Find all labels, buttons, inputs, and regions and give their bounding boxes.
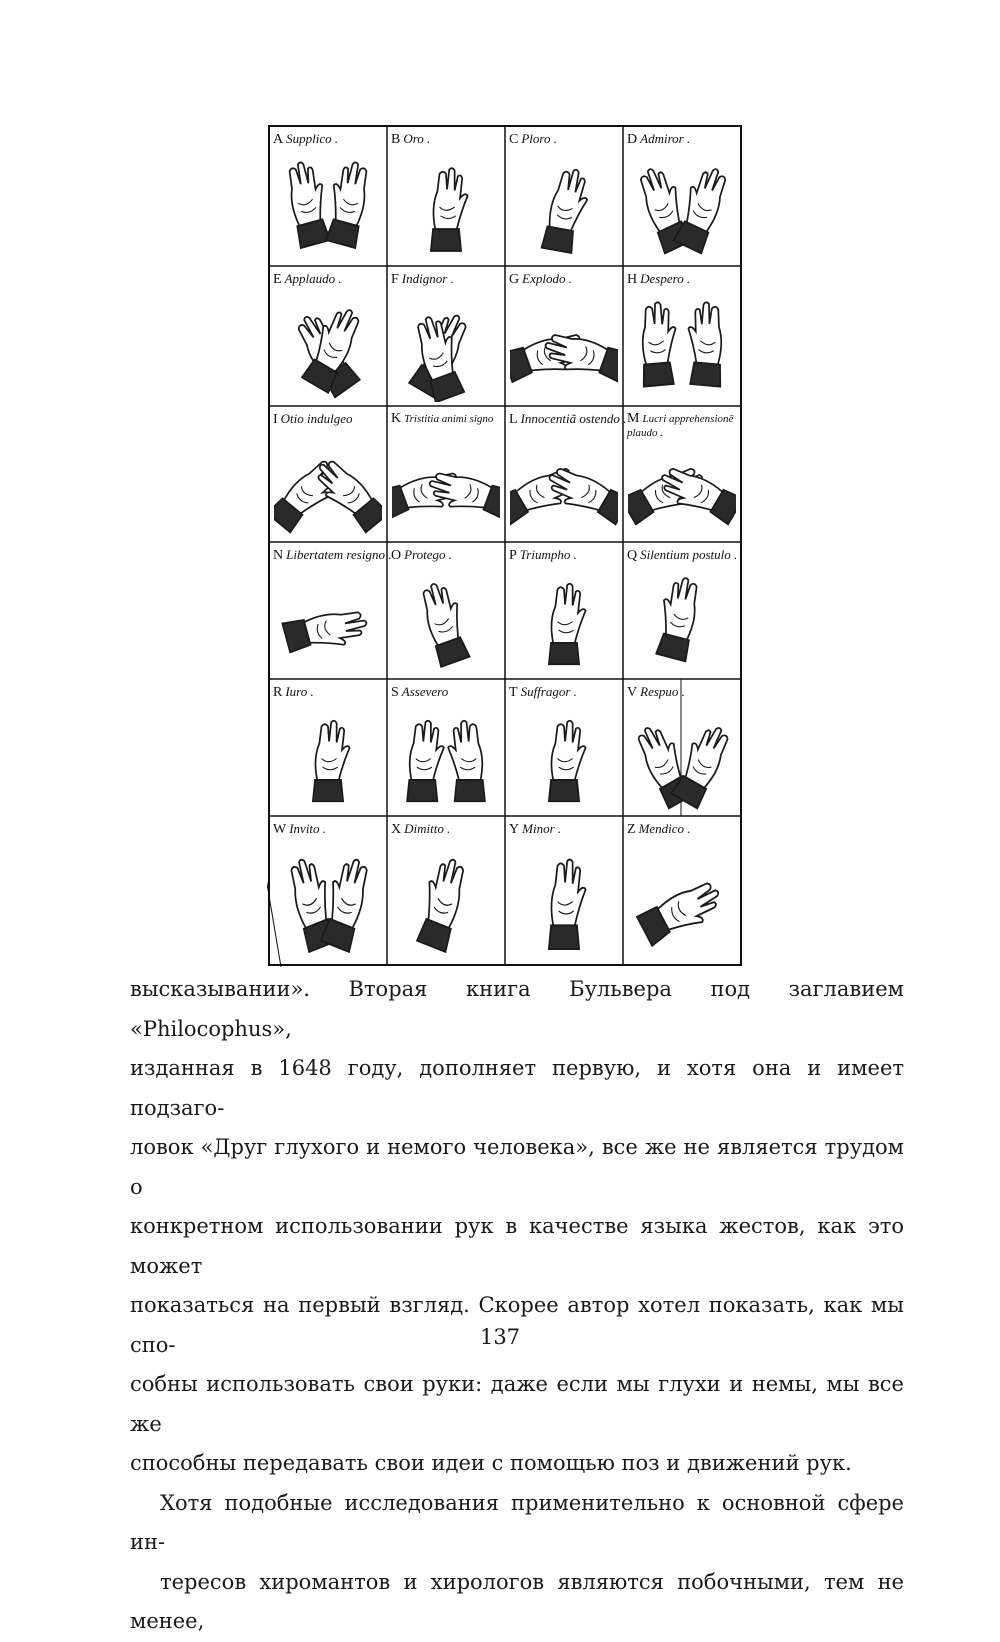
gesture-caption: [391, 132, 430, 147]
gesture-latin-caption: Despero .: [640, 271, 691, 286]
text-line: Хотя подобные исследования применительно к основной сфере ин-: [130, 1490, 904, 1554]
text-line: тересов хиромантов и хирологов являются побочными, тем не менее,: [130, 1569, 904, 1633]
gesture-caption: [273, 272, 342, 287]
gesture-letter: H: [627, 272, 638, 287]
gesture-letter: X: [391, 822, 402, 837]
gesture-caption: [273, 822, 326, 837]
text-line: высказывании». Вторая книга Бульвера под заглавием «Philocophus»,: [130, 977, 904, 1041]
gesture-latin-caption: Tristitia animi signo: [404, 413, 494, 425]
gesture-latin-caption: Lucri apprehensionē plaudo .: [627, 413, 734, 439]
hand-engraving-icon: [274, 432, 382, 538]
gesture-letter: Y: [509, 822, 520, 837]
hand-engraving-icon: [628, 432, 736, 538]
gesture-caption: [273, 132, 338, 147]
gesture-latin-caption: Supplico .: [286, 131, 339, 146]
gesture-letter: G: [509, 272, 520, 287]
hand-engraving-icon: [392, 842, 500, 961]
text-line: изданная в 1648 году, дополняет первую, и хотя она и имеет подзаго-: [130, 1056, 904, 1120]
gesture-plate-figure: [267, 124, 743, 967]
gesture-caption: [273, 685, 314, 700]
hand-engraving-icon: [628, 152, 736, 262]
hand-engraving-icon: [628, 292, 736, 402]
hand-engraving-icon: [274, 842, 382, 961]
gesture-latin-caption: Otio indulgeo: [280, 411, 353, 426]
gesture-latin-caption: Minor .: [522, 821, 562, 836]
gesture-caption: [509, 411, 627, 427]
gesture-caption: [391, 685, 448, 700]
gesture-letter: I: [273, 412, 278, 427]
hand-engraving-icon: [628, 568, 736, 675]
gesture-letter: A: [273, 132, 284, 147]
gesture-caption: [391, 548, 452, 563]
gesture-caption: [391, 272, 454, 287]
gesture-latin-caption: Suffragor .: [520, 684, 577, 699]
hand-engraving-icon: [628, 842, 736, 961]
gesture-latin-caption: Innocentiã ostendo .: [520, 411, 627, 426]
gesture-caption: [509, 548, 577, 563]
gesture-latin-caption: Invito .: [289, 821, 327, 836]
gesture-caption: [273, 412, 353, 427]
hand-engraving-icon: [510, 152, 618, 262]
gesture-latin-caption: Assevero: [401, 684, 449, 699]
gesture-letter: V: [627, 685, 638, 700]
gesture-latin-caption: Indignor .: [401, 271, 454, 286]
gesture-latin-caption: Mendico .: [638, 821, 691, 836]
hand-engraving-icon: [510, 842, 618, 961]
gesture-letter: P: [509, 548, 517, 563]
gesture-caption: [627, 548, 737, 563]
gesture-latin-caption: Silentium postulo .: [640, 547, 738, 562]
gesture-latin-caption: Dimitto .: [404, 821, 451, 836]
gesture-latin-caption: Ploro .: [521, 131, 557, 146]
hand-engraving-icon: [392, 568, 500, 675]
gesture-letter: M: [627, 411, 640, 426]
hand-engraving-icon: [510, 705, 618, 812]
gesture-letter: K: [391, 411, 402, 426]
body-text: [130, 970, 904, 1642]
gesture-latin-caption: Respuo .: [640, 684, 685, 699]
gesture-letter: Q: [627, 548, 638, 563]
gesture-caption: [627, 272, 690, 287]
gesture-letter: T: [509, 685, 518, 700]
gesture-latin-caption: Oro .: [403, 131, 431, 146]
gesture-caption: [509, 272, 572, 287]
gesture-letter: E: [273, 272, 282, 287]
gesture-letter: N: [273, 548, 284, 563]
gesture-letter: R: [273, 685, 283, 700]
hand-engraving-icon: [628, 705, 736, 812]
gesture-letter: O: [391, 548, 402, 563]
text-line: конкретном использовании рук в качестве языка жестов, как это может: [130, 1214, 904, 1278]
gesture-latin-caption: Protego .: [404, 547, 453, 562]
hand-engraving-icon: [510, 568, 618, 675]
gesture-caption: [391, 412, 493, 426]
gesture-letter: D: [627, 132, 638, 147]
gesture-caption: [509, 132, 557, 147]
hand-engraving-icon: [392, 432, 500, 538]
gesture-letter: F: [391, 272, 399, 287]
text-line: способны передавать свои идеи с помощью поз и движений рук.: [130, 1451, 852, 1475]
paragraph-1: [130, 970, 904, 1484]
hand-engraving-icon: [510, 432, 618, 538]
text-line: собны использовать свои руки: даже если мы глухи и немы, мы все же: [130, 1372, 904, 1436]
gesture-caption: [627, 685, 685, 700]
gesture-letter: W: [273, 822, 287, 837]
gesture-latin-caption: Applaudo .: [284, 271, 342, 286]
gesture-caption: [391, 822, 450, 837]
page-number: 137: [479, 1325, 521, 1349]
hand-engraving-icon: [392, 152, 500, 262]
hand-engraving-icon: [274, 152, 382, 262]
gesture-caption: [509, 822, 561, 837]
gesture-caption: [627, 822, 691, 837]
hand-engraving-icon: [274, 705, 382, 812]
gesture-letter: B: [391, 132, 401, 147]
hand-engraving-icon: [392, 705, 500, 812]
gesture-letter: L: [509, 412, 518, 427]
hand-engraving-icon: [274, 292, 382, 402]
hand-engraving-icon: [274, 568, 382, 675]
gesture-latin-caption: Admiror .: [640, 131, 691, 146]
gesture-letter: C: [509, 132, 519, 147]
gesture-letter: S: [391, 685, 399, 700]
gesture-caption: [627, 132, 690, 147]
gesture-latin-caption: Triumpho .: [519, 547, 577, 562]
gesture-latin-caption: Iuro .: [285, 684, 314, 699]
text-line: показаться на первый взгляд. Скорее автор хотел показать, как мы спо-: [130, 1293, 904, 1357]
gesture-latin-caption: Libertatem resigno .: [286, 547, 392, 562]
hand-engraving-icon: [510, 292, 618, 402]
gesture-caption: [273, 547, 392, 563]
text-line: ловок «Друг глухого и немого человека», все же не является трудом о: [130, 1135, 904, 1199]
gesture-caption: [509, 685, 577, 700]
paragraph-2: [130, 1484, 904, 1642]
hand-engraving-icon: [392, 292, 500, 402]
gesture-latin-caption: Explodo .: [522, 271, 572, 286]
gesture-letter: Z: [627, 822, 636, 837]
